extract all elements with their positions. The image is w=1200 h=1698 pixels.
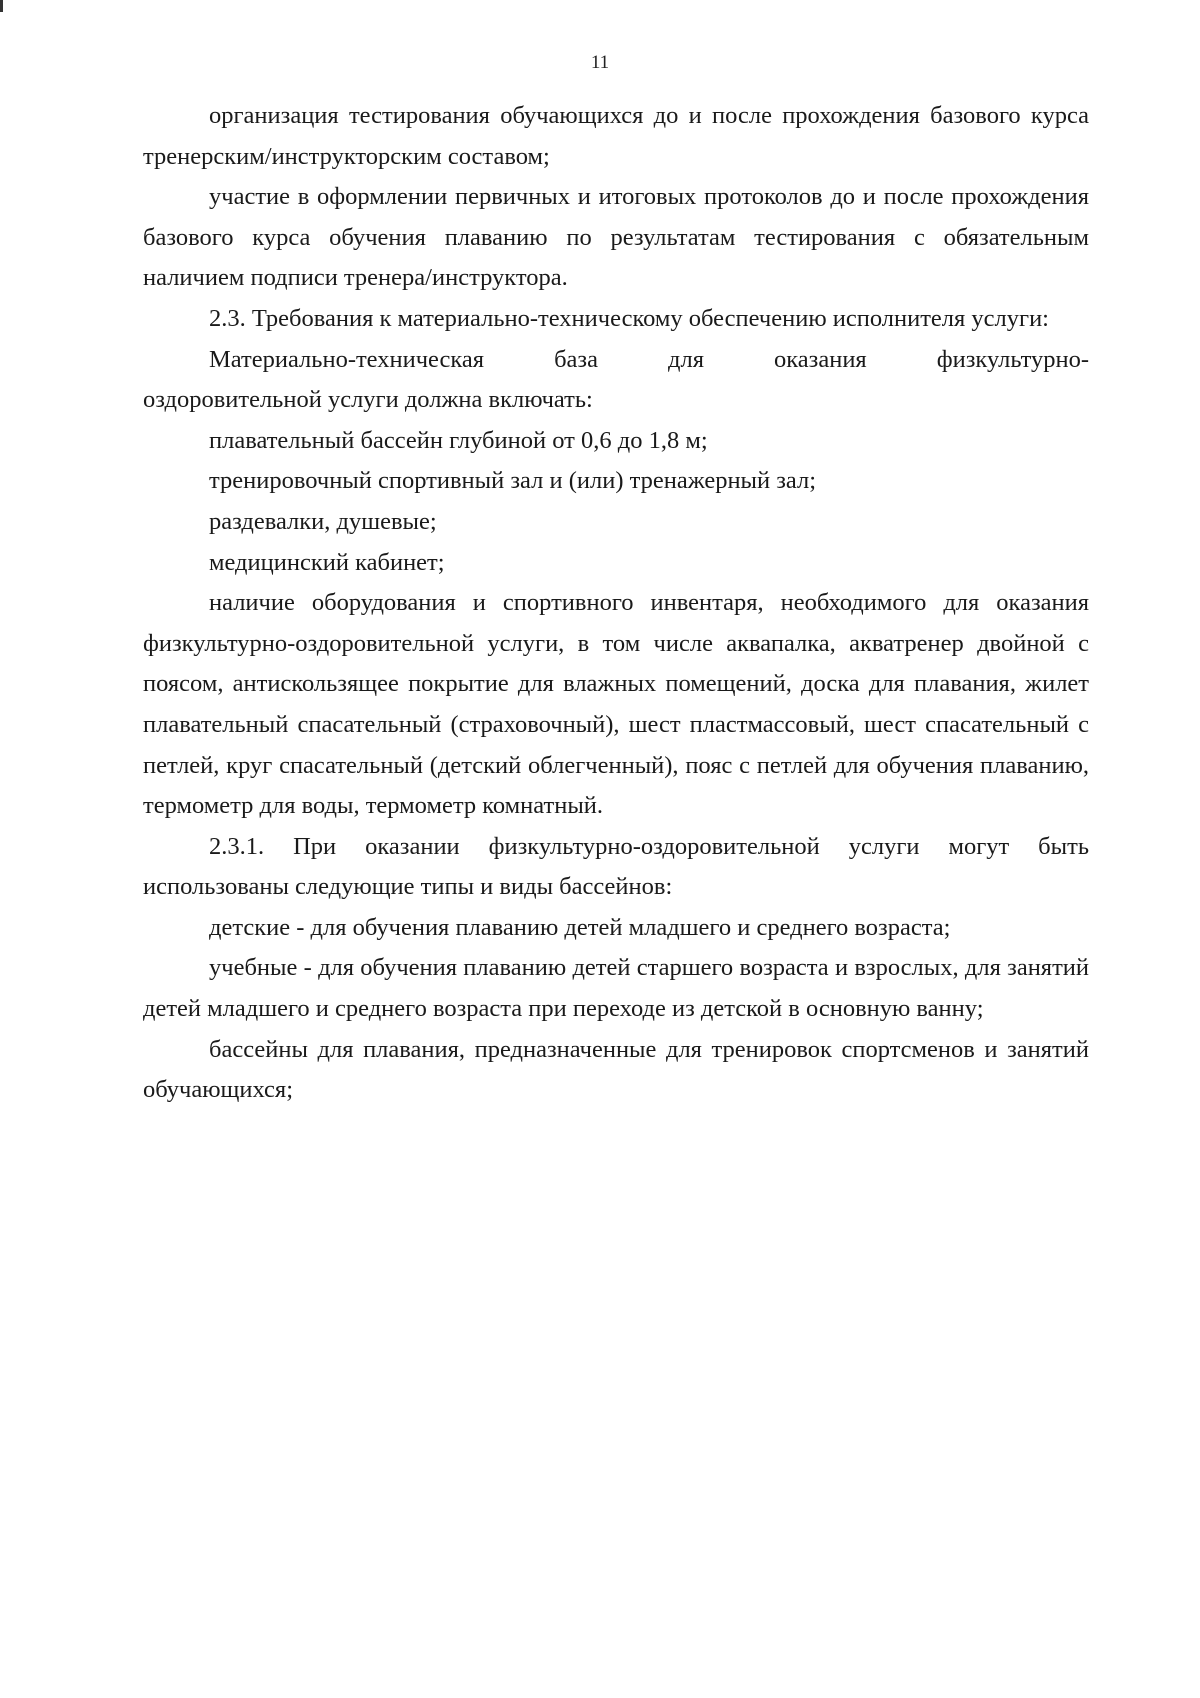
material-base-continuation: оздоровительной услуги должна включать:: [143, 386, 593, 414]
word: для: [668, 345, 704, 373]
list-item-pool: плавательный бассейн глубиной от 0,6 до 1,8 м;: [209, 426, 708, 454]
paragraph-testing: организация тестирования обучающихся до и после прохождения базового курса тренерским/инструкторским составом;: [143, 102, 1089, 170]
list-item-training-pools: учебные - для обучения плаванию детей старшего возраста и взрослых, для занятий детей младшего и среднего возраста при переходе из детской в основную ванну;: [143, 954, 1089, 1023]
page-number: 11: [590, 52, 610, 73]
list-item-medical-office: медицинский кабинет;: [209, 548, 445, 576]
document-body: [143, 96, 1089, 1111]
material-base-first-line: [143, 340, 1089, 381]
word: оказания: [774, 345, 867, 373]
paragraph-section-2-3-1: 2.3.1. При оказании физкультурно-оздоровительной услуги могут быть использованы следующие типы и виды бассейнов:: [143, 832, 1089, 901]
paragraph-equipment: наличие оборудования и спортивного инвентаря, необходимого для оказания физкультурно-оздоровительной услуги, в том числе аквапалка, акватренер двойной с поясом, антискользящее покрытие для влажных помещений, доска для плавания, жилет плавательный спасательный (страховочный), шест пластмассовый, шест спасательный с петлей, круг спасательный (детский облегченный), пояс с петлей для обучения плаванию, термометр для воды, термометр комнатный.: [143, 589, 1089, 820]
word: физкультурно-: [936, 345, 1089, 373]
list-item-swimming-pools: бассейны для плавания, предназначенные для тренировок спортсменов и занятий обучающихся;: [143, 1035, 1089, 1104]
word: база: [554, 345, 598, 373]
paragraph-material-base: [143, 340, 1089, 421]
scan-corner-mark: [0, 0, 3, 12]
list-item-gym: тренировочный спортивный зал и (или) тренажерный зал;: [209, 467, 817, 495]
list-item-locker-rooms: раздевалки, душевые;: [209, 507, 437, 535]
paragraph-protocols: участие в оформлении первичных и итоговых протоколов до и после прохождения базового курса обучения плаванию по результатам тестирования с обязательным наличием подписи тренера/инструктора.: [143, 183, 1089, 292]
paragraph-section-2-3: 2.3. Требования к материально-техническому обеспечению исполнителя услуги:: [209, 304, 1049, 332]
list-item-children-pools: детские - для обучения плаванию детей младшего и среднего возраста;: [209, 913, 951, 941]
word: Материально-техническая: [209, 345, 485, 373]
